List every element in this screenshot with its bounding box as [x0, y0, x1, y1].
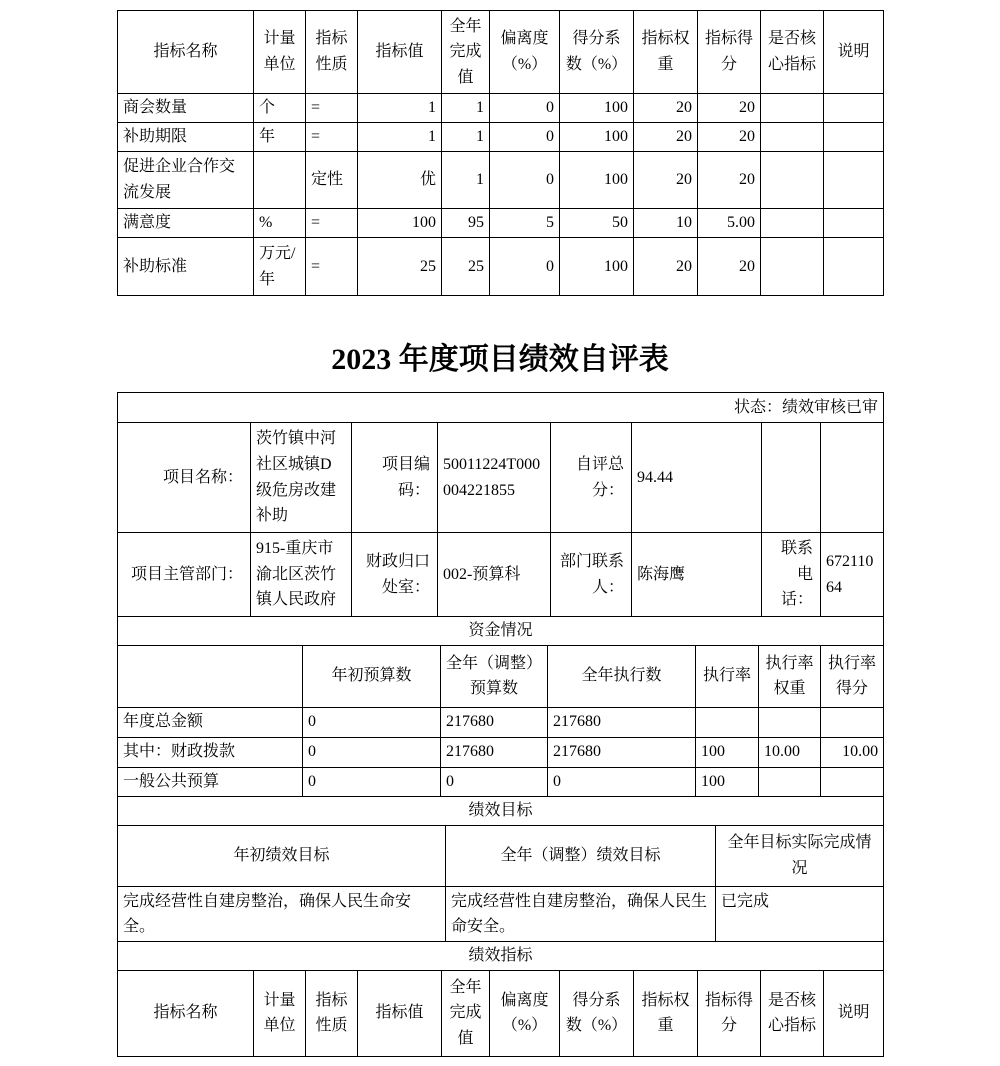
- project-code-label: 项目编码：: [352, 423, 438, 533]
- cell-nature: =: [306, 209, 358, 238]
- cell-indicator-name: 促进企业合作交流发展: [118, 152, 254, 209]
- empty-cell: [762, 423, 821, 533]
- funding-row-total: [118, 707, 884, 737]
- self-score-label: 自评总分：: [551, 423, 632, 533]
- cell-execution-rate: 100: [696, 767, 759, 796]
- cell-annual-value: 95: [442, 209, 490, 238]
- cell-indicator-name: 补助期限: [118, 123, 254, 152]
- cell-nature: =: [306, 123, 358, 152]
- header-deviation: 偏离度（%）: [490, 11, 560, 94]
- header-rate-score: 执行率得分: [821, 645, 884, 707]
- cell-adjusted-budget: 217680: [441, 707, 548, 737]
- cell-rate-weight: [759, 707, 821, 737]
- cell-target-value: 1: [358, 123, 442, 152]
- cell-rate-weight: [759, 767, 821, 796]
- cell-rate-score: [821, 707, 884, 737]
- cell-weight: 20: [634, 152, 698, 209]
- header-note: 说明: [824, 11, 884, 94]
- cell-score: 20: [698, 152, 761, 209]
- cell-adjusted-budget: 0: [441, 767, 548, 796]
- cell-score-coef: 100: [560, 94, 634, 123]
- header-nature: 指标性质: [306, 970, 358, 1056]
- cell-adjusted-budget: 217680: [441, 737, 548, 767]
- cell-score: 20: [698, 94, 761, 123]
- cell-score-coef: 100: [560, 152, 634, 209]
- section-title-goals: 绩效目标: [118, 796, 884, 825]
- cell-initial-budget: 0: [303, 767, 441, 796]
- cell-rate-weight: 10.00: [759, 737, 821, 767]
- dept-label: 项目主管部门：: [118, 533, 251, 617]
- cell-target-value: 优: [358, 152, 442, 209]
- top-indicator-table: [117, 10, 884, 296]
- funding-header-row: [118, 645, 884, 707]
- cell-nature: =: [306, 238, 358, 296]
- funding-row-public: [118, 767, 884, 796]
- cell-deviation: 0: [490, 94, 560, 123]
- project-name-row: [118, 423, 884, 533]
- cell-deviation: 0: [490, 238, 560, 296]
- cell-annual-value: 25: [442, 238, 490, 296]
- cell-note: [824, 94, 884, 123]
- project-info-table: [117, 392, 884, 617]
- header-execution-rate: 执行率: [696, 645, 759, 707]
- page-title: 2023 年度项目绩效自评表: [331, 343, 669, 376]
- cell-indicator-name: 商会数量: [118, 94, 254, 123]
- cell-annual-execution: 0: [548, 767, 696, 796]
- header-weight: 指标权重: [634, 11, 698, 94]
- cell-core-flag: [761, 94, 824, 123]
- header-core-flag: 是否核心指标: [761, 970, 824, 1056]
- cell-weight: 20: [634, 94, 698, 123]
- header-indicator-name: 指标名称: [118, 970, 254, 1056]
- goals-header-row: [118, 825, 884, 886]
- cell-rate-score: [821, 767, 884, 796]
- cell-core-flag: [761, 123, 824, 152]
- cell-unit: %: [254, 209, 306, 238]
- project-name-value: 茨竹镇中河社区城镇D级危房改建补助: [251, 423, 352, 533]
- cell-note: [824, 152, 884, 209]
- header-unit: 计量单位: [254, 970, 306, 1056]
- header-score: 指标得分: [698, 970, 761, 1056]
- cell-row-label: 其中：财政拨款: [118, 737, 303, 767]
- status-text: 状态：绩效审核已审: [118, 393, 884, 423]
- header-annual-value: 全年完成值: [442, 970, 490, 1056]
- cell-initial-budget: 0: [303, 707, 441, 737]
- header-weight: 指标权重: [634, 970, 698, 1056]
- cell-deviation: 5: [490, 209, 560, 238]
- header-target-value: 指标值: [358, 970, 442, 1056]
- bottom-indicator-table: [117, 941, 884, 1057]
- goals-table: [117, 796, 884, 942]
- cell-annual-value: 1: [442, 94, 490, 123]
- cell-core-flag: [761, 209, 824, 238]
- contact-label: 部门联系人：: [551, 533, 632, 617]
- project-code-value: 50011224T000004221855: [438, 423, 551, 533]
- cell-score: 20: [698, 238, 761, 296]
- header-target-value: 指标值: [358, 11, 442, 94]
- header-adjusted-goal: 全年（调整）绩效目标: [446, 825, 716, 886]
- cell-unit: 万元/年: [254, 238, 306, 296]
- header-indicator-name: 指标名称: [118, 11, 254, 94]
- cell-core-flag: [761, 152, 824, 209]
- header-note: 说明: [824, 970, 884, 1056]
- cell-deviation: 0: [490, 152, 560, 209]
- section-title-funding: 资金情况: [118, 617, 884, 646]
- table-row: [118, 123, 884, 152]
- cell-nature: 定性: [306, 152, 358, 209]
- cell-target-value: 100: [358, 209, 442, 238]
- header-actual-completion: 全年目标实际完成情况: [716, 825, 884, 886]
- header-blank: [118, 645, 303, 707]
- section-title-indicators: 绩效指标: [118, 941, 884, 970]
- contact-value: 陈海鹰: [632, 533, 762, 617]
- cell-unit: 个: [254, 94, 306, 123]
- cell-row-label: 年度总金额: [118, 707, 303, 737]
- project-dept-row: [118, 533, 884, 617]
- cell-weight: 20: [634, 123, 698, 152]
- bottom-header-row: [118, 970, 884, 1056]
- cell-annual-value: 1: [442, 123, 490, 152]
- header-nature: 指标性质: [306, 11, 358, 94]
- cell-deviation: 0: [490, 123, 560, 152]
- empty-cell: [821, 423, 884, 533]
- cell-unit: 年: [254, 123, 306, 152]
- cell-note: [824, 238, 884, 296]
- cell-score: 5.00: [698, 209, 761, 238]
- cell-execution-rate: 100: [696, 737, 759, 767]
- header-unit: 计量单位: [254, 11, 306, 94]
- cell-target-value: 1: [358, 94, 442, 123]
- cell-score: 20: [698, 123, 761, 152]
- cell-actual-completion: 已完成: [716, 886, 884, 941]
- header-score-coef: 得分系数（%）: [560, 11, 634, 94]
- cell-score-coef: 50: [560, 209, 634, 238]
- project-name-label: 项目名称：: [118, 423, 251, 533]
- cell-indicator-name: 补助标准: [118, 238, 254, 296]
- cell-note: [824, 123, 884, 152]
- header-initial-budget: 年初预算数: [303, 645, 441, 707]
- table-row: [118, 238, 884, 296]
- cell-rate-score: 10.00: [821, 737, 884, 767]
- cell-annual-execution: 217680: [548, 707, 696, 737]
- cell-execution-rate: [696, 707, 759, 737]
- header-deviation: 偏离度（%）: [490, 970, 560, 1056]
- cell-annual-execution: 217680: [548, 737, 696, 767]
- self-score-value: 94.44: [632, 423, 762, 533]
- cell-score-coef: 100: [560, 123, 634, 152]
- funding-row-fiscal: [118, 737, 884, 767]
- header-adjusted-budget: 全年（调整）预算数: [441, 645, 548, 707]
- table-row: [118, 209, 884, 238]
- finance-office-value: 002-预算科: [438, 533, 551, 617]
- header-rate-weight: 执行率权重: [759, 645, 821, 707]
- cell-adjusted-goal: 完成经营性自建房整治，确保人民生命安全。: [446, 886, 716, 941]
- funding-table: [117, 616, 884, 797]
- cell-core-flag: [761, 238, 824, 296]
- cell-target-value: 25: [358, 238, 442, 296]
- cell-annual-value: 1: [442, 152, 490, 209]
- cell-initial-budget: 0: [303, 737, 441, 767]
- table-row: [118, 94, 884, 123]
- header-score: 指标得分: [698, 11, 761, 94]
- table-row: [118, 152, 884, 209]
- phone-label: 联系电话：: [762, 533, 821, 617]
- cell-unit: [254, 152, 306, 209]
- dept-value: 915-重庆市渝北区茨竹镇人民政府: [251, 533, 352, 617]
- cell-score-coef: 100: [560, 238, 634, 296]
- cell-nature: =: [306, 94, 358, 123]
- phone-value: 67211064: [821, 533, 884, 617]
- header-annual-value: 全年完成值: [442, 11, 490, 94]
- finance-office-label: 财政归口处室：: [352, 533, 438, 617]
- header-initial-goal: 年初绩效目标: [118, 825, 446, 886]
- header-annual-execution: 全年执行数: [548, 645, 696, 707]
- cell-row-label: 一般公共预算: [118, 767, 303, 796]
- cell-indicator-name: 满意度: [118, 209, 254, 238]
- header-score-coef: 得分系数（%）: [560, 970, 634, 1056]
- cell-weight: 10: [634, 209, 698, 238]
- cell-weight: 20: [634, 238, 698, 296]
- cell-initial-goal: 完成经营性自建房整治，确保人民生命安全。: [118, 886, 446, 941]
- goals-content-row: [118, 886, 884, 941]
- header-core-flag: 是否核心指标: [761, 11, 824, 94]
- cell-note: [824, 209, 884, 238]
